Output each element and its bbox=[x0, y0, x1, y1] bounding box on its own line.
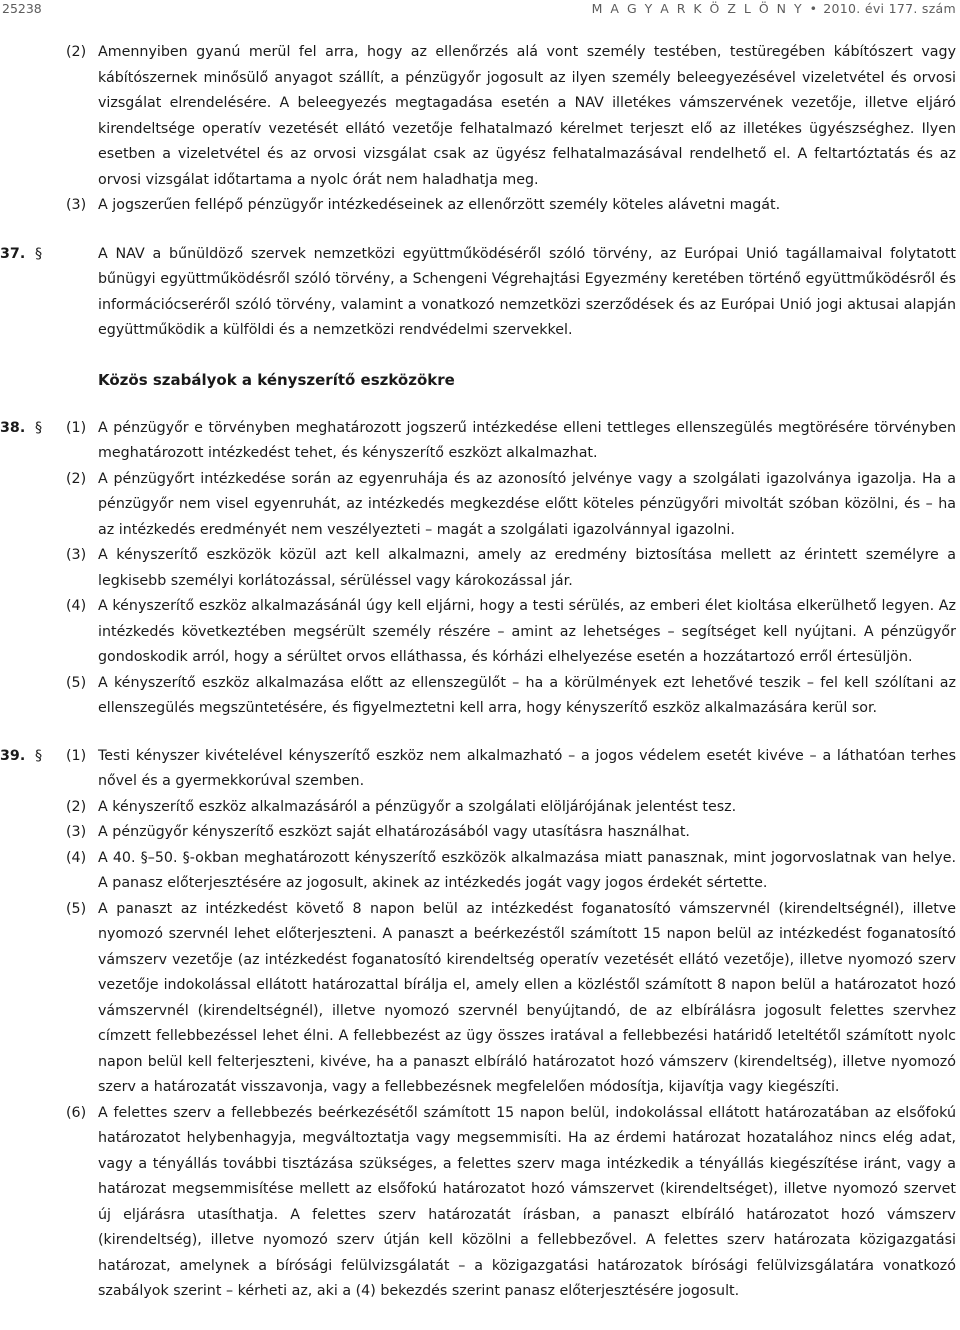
paragraph-text: A kényszerítő eszközök közül azt kell alkalmazni, amely az eredmény biztosítása mellett az érintett személyre a legkisebb személyi korlátozással, sérüléssel vagy károkozással jár. bbox=[98, 547, 956, 589]
section-36-continuation bbox=[0, 40, 960, 219]
paragraph bbox=[0, 897, 960, 1101]
section-symbol: § bbox=[35, 419, 43, 436]
paragraph-number: (2) bbox=[66, 44, 87, 60]
paragraph-number: (3) bbox=[66, 824, 87, 840]
paragraph-text: A panaszt az intézkedést követő 8 napon belül az intézkedést foganatosító vámszervnél (kirendeltségnél), illetve nyomozó szervnél lehet előterjeszteni. A panaszt a beérkezéstől számított 15 napon belül az intézkedést foganatosító vámszerv vezetője (az intézkedést foganatosító kirendeltség operatív vezetését ellátó vezetője), illetve nyomozó szerv vezetője indokolással ellátott határozattal bírálja el, amely ellen a közléstől számított 8 napon belül a határozatot hozó vámszervnél (kirendeltségnél), illetve nyomozó szervnél benyújtandó, de az elbírálásra jogosult felettes szervhez címzett fellebbezéssel lehet élni. A fellebbezést az ügy összes iratával a fellebbezési határidő leteltétől számított nyolc napon belül kell felterjeszteni, kivéve, ha a panaszt elbíráló határozatot hozó vámszerv (kirendeltség), illetve nyomozó szerv a határozatát visszavonja, vagy a fellebbezésnek megfelelően módosítja, kijavítja vagy kiegészíti. bbox=[98, 900, 956, 1095]
paragraph bbox=[0, 820, 960, 846]
paragraph-text: A kényszerítő eszköz alkalmazásánál úgy kell eljárni, hogy a testi sérülés, az emberi élet kioltása elkerülhető legyen. Az intézkedés következtében megsérült személy részére – amint az lehetséges – segítséget kell nyújtani. A pénzügyőr gondoskodik arról, hogy a sérültet orvos elláthassa, és kórházi elhelyezése esetén a hozzátartozó erről értesüljön. bbox=[98, 598, 956, 665]
section-number: 39. bbox=[0, 747, 26, 764]
paragraph-text: A 40. §–50. §-okban meghatározott kényszerítő eszközök alkalmazása miatt panasznak, mint jogorvoslatnak van helye. A panasz előterjesztésére az jogosult, akinek az intézkedés jogát vagy jogos érdekét sértette. bbox=[98, 849, 956, 891]
paragraph-number: (3) bbox=[66, 547, 87, 563]
document-body bbox=[0, 40, 960, 1305]
paragraph bbox=[0, 795, 960, 821]
paragraph-number: (5) bbox=[66, 674, 87, 691]
paragraph-text: A pénzügyőr kényszerítő eszközt saját elhatározásából vagy utasításra használhat. bbox=[98, 824, 690, 840]
section-37 bbox=[0, 242, 960, 344]
paragraph bbox=[0, 193, 960, 219]
paragraph bbox=[0, 1101, 960, 1305]
paragraph-text: A pénzügyőrt intézkedése során az egyenruhája és az azonosító jelvénye vagy a szolgálati igazolványa igazolja. Ha a pénzügyőr nem visel egyenruhát, az intézkedés megkezdése előtt köteles pénzügyőri mivoltát szóban közölni, és – ha az intézkedés eredményét nem veszélyezteti – magát a szolgálati igazolvánnyal igazolni. bbox=[98, 470, 956, 538]
page-header bbox=[0, 0, 960, 22]
paragraph-number: (3) bbox=[66, 197, 87, 213]
section-text: A NAV a bűnüldöző szervek nemzetközi együttműködéséről szóló törvény, az Európai Unió tagállamaival folytatott bűnügyi együttműködésről szóló törvény, a Schengeni Végrehajtási Egyezmény keretében történő együttműködésről és információcseréről szóló törvény, valamint a vonatkozó nemzetközi szerződések és az Európai Unió jogi aktusai alapján együttműködik a külföldi és a nemzetközi rendvédelmi szervekkel. bbox=[98, 245, 956, 338]
paragraph bbox=[0, 846, 960, 897]
paragraph-number: (6) bbox=[66, 1104, 87, 1121]
paragraph bbox=[0, 671, 960, 722]
section-number: 38. bbox=[0, 419, 26, 436]
paragraph-text: Testi kényszer kivételével kényszerítő eszköz nem alkalmazható – a jogos védelem esetét kivéve – a láthatóan terhes nővel és a gyermekkorúval szemben. bbox=[98, 747, 956, 789]
journal-title: M A G Y A R K Ö Z L Ö N Y bbox=[591, 1, 804, 16]
paragraph bbox=[0, 40, 960, 193]
paragraph-text: A jogszerűen fellépő pénzügyőr intézkedéseinek az ellenőrzött személy köteles alávetni magát. bbox=[98, 197, 781, 213]
paragraph-number: (5) bbox=[66, 900, 87, 917]
section-number: 37. bbox=[0, 245, 26, 262]
paragraph bbox=[0, 467, 960, 544]
paragraph bbox=[0, 744, 960, 795]
paragraph-number: (1) bbox=[66, 747, 87, 764]
section-symbol: § bbox=[35, 245, 43, 262]
paragraph-text: Amennyiben gyanú merül fel arra, hogy az ellenőrzés alá vont személy testében, testüregében kábítószert vagy kábítószernek minősülő anyagot szállít, a pénzügyőr jogosult az ilyen személy beleegyezésével vizeletvétel és orvosi vizsgálat elrendelésére. A beleegyezés megtagadása esetén a NAV illetékes vámszervének vezetője, illetve eljáró kirendeltsége operatív vezetését ellátó vezetője felhatalmazó kérelmet terjeszt elő az illetékes ügyészséghez. Ilyen esetben a vizeletvétel és az orvosi vizsgálat csak az ügyész felhatalmazásával rendelhető el. A feltartóztatás és az orvosi vizsgálat időtartama a nyolc órát nem haladhatja meg. bbox=[98, 44, 956, 188]
paragraph-text: A felettes szerv a fellebbezés beérkezésétől számított 15 napon belül, indokolással ellátott határozatában az elsőfokú határozatot helybenhagyja, megváltoztatja vagy megsemmisíti. Ha az érdemi határozat hozatalához nincs elég adat, vagy a tényállás további tisztázása szükséges, a felettes szerv maga intézkedik a tényállás kiegészítése iránt, vagy a határozat megsemmisítése mellett az elsőfokú határozatot hozó vámszervet (kirendeltséget), illetve nyomozó szervet új eljárásra utasíthatja. A felettes szerv határozatát írásban, a panaszt elbíráló határozatot hozó vámszerv (kirendeltség), illetve nyomozó szerv útján kell közölni a fellebbezővel. A felettes szerv határozata közigazgatási határozat, amelynek a bírósági felülvizsgálatát – a közigazgatási határozatok bírósági felülvizsgálatára vonatkozó szabályok szerint – kérheti az, aki a (4) bekezdés szerint panasz előterjesztésére jogosult. bbox=[98, 1104, 956, 1299]
paragraph-text: A kényszerítő eszköz alkalmazása előtt az ellenszegülőt – ha a körülmények ezt lehetővé teszik – fel kell szólítani az ellenszegülés megszüntetésére, és figyelmeztetni kell arra, hogy kényszerítő eszköz alkalmazására kerül sor. bbox=[98, 674, 956, 716]
issue-label: 2010. évi 177. szám bbox=[823, 1, 956, 16]
paragraph-text: A kényszerítő eszköz alkalmazásáról a pénzügyőr a szolgálati elöljárójának jelentést tesz. bbox=[98, 798, 737, 815]
running-title bbox=[592, 1, 956, 16]
paragraph bbox=[0, 543, 960, 594]
paragraph-number: (2) bbox=[66, 470, 87, 487]
section-38 bbox=[0, 416, 960, 722]
page-number: 25238 bbox=[2, 1, 42, 16]
paragraph bbox=[0, 594, 960, 671]
paragraph-number: (4) bbox=[66, 598, 87, 614]
section-heading: Közös szabályok a kényszerítő eszközökre bbox=[98, 370, 455, 389]
section-symbol: § bbox=[35, 747, 43, 764]
header-bullet: • bbox=[809, 1, 818, 16]
paragraph-text: A pénzügyőr e törvényben meghatározott jogszerű intézkedése elleni tettleges ellenszegülés megtörésére törvényben meghatározott intézkedést tehet, és kényszerítő eszközt alkalmazhat. bbox=[98, 419, 956, 461]
paragraph-number: (1) bbox=[66, 419, 87, 436]
paragraph-number: (4) bbox=[66, 849, 87, 866]
paragraph bbox=[0, 416, 960, 467]
section-39 bbox=[0, 744, 960, 1305]
paragraph-number: (2) bbox=[66, 798, 87, 815]
